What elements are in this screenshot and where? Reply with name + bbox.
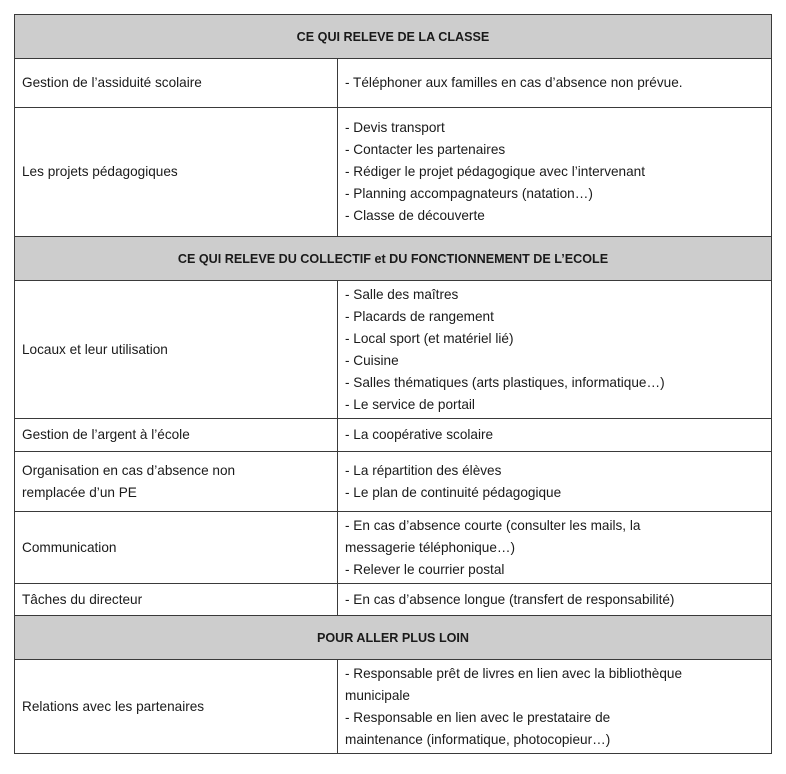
detail-line: - Téléphoner aux familles en cas d’absence non prévue. [345, 75, 683, 90]
section-header-row [15, 237, 772, 281]
detail-line: messagerie téléphonique…) [345, 539, 516, 555]
table-row [15, 419, 772, 452]
detail-line: maintenance (informatique, photocopieur…) [345, 731, 611, 747]
section-title-classe: CE QUI RELEVE DE LA CLASSE [15, 15, 772, 59]
detail-line: - Planning accompagnateurs (natation…) [345, 186, 593, 201]
topic-line: remplacée d’un PE [22, 484, 137, 500]
table-row [15, 281, 772, 419]
detail-cell [338, 512, 772, 584]
table-row [15, 59, 772, 108]
detail-line: - Salles thématiques (arts plastiques, informatique…) [345, 374, 665, 390]
detail-line: - La répartition des élèves [345, 462, 502, 478]
topic-cell: Gestion de l’assiduité scolaire [15, 59, 338, 108]
section-header-row [15, 15, 772, 59]
section-header-row [15, 616, 772, 660]
detail-line: - Placards de rangement [345, 308, 494, 324]
detail-cell [338, 59, 772, 108]
detail-line: - Le service de portail [345, 396, 475, 412]
detail-cell [338, 452, 772, 512]
topic-cell: Tâches du directeur [15, 584, 338, 616]
topic-cell: Les projets pédagogiques [15, 108, 338, 237]
detail-line: - Salle des maîtres [345, 286, 459, 302]
detail-line: - En cas d’absence courte (consulter les mails, la [345, 517, 641, 533]
topic-cell: Gestion de l’argent à l’école [15, 419, 338, 452]
detail-cell [338, 584, 772, 616]
table-row [15, 584, 772, 616]
detail-cell [338, 419, 772, 452]
topic-cell: Communication [15, 512, 338, 584]
detail-line: - La coopérative scolaire [345, 427, 494, 442]
responsibilities-table [14, 14, 772, 754]
topic-cell [15, 452, 338, 512]
detail-line: municipale [345, 687, 410, 703]
detail-line: - Local sport (et matériel lié) [345, 330, 514, 346]
topic-cell: Locaux et leur utilisation [15, 281, 338, 419]
detail-line: - Rédiger le projet pédagogique avec l’intervenant [345, 164, 646, 179]
table-row [15, 660, 772, 754]
table-row [15, 452, 772, 512]
detail-line: - Contacter les partenaires [345, 142, 506, 157]
detail-cell [338, 660, 772, 754]
detail-line: - Devis transport [345, 120, 445, 135]
detail-line: - Relever le courrier postal [345, 561, 505, 577]
section-title-collectif: CE QUI RELEVE DU COLLECTIF et DU FONCTIONNEMENT DE L’ECOLE [15, 237, 772, 281]
table-row [15, 512, 772, 584]
topic-cell: Relations avec les partenaires [15, 660, 338, 754]
detail-line: - Cuisine [345, 352, 399, 368]
section-title-plus-loin: POUR ALLER PLUS LOIN [15, 616, 772, 660]
detail-line: - Responsable en lien avec le prestataire de [345, 709, 611, 725]
detail-cell [338, 108, 772, 237]
detail-cell [338, 281, 772, 419]
detail-line: - Le plan de continuité pédagogique [345, 484, 562, 500]
topic-line: Organisation en cas d’absence non [22, 462, 236, 478]
table-row [15, 108, 772, 237]
detail-line: - En cas d’absence longue (transfert de responsabilité) [345, 591, 675, 607]
detail-line: - Classe de découverte [345, 208, 485, 223]
detail-line: - Responsable prêt de livres en lien avec la bibliothèque [345, 665, 683, 681]
